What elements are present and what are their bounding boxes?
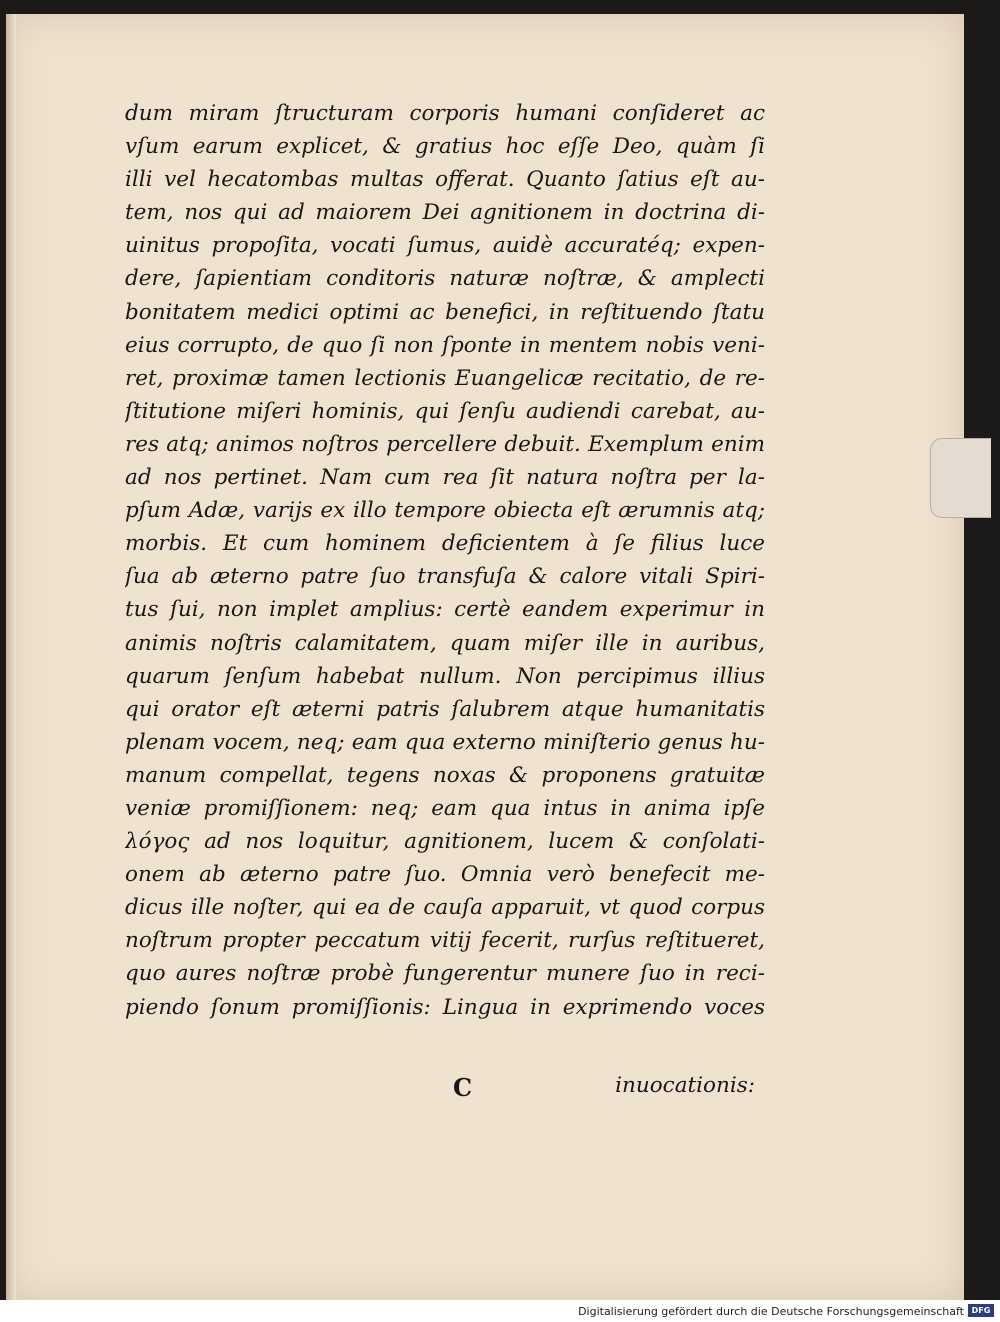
signature-mark: C [453,1073,473,1102]
page-text-block [125,97,765,1024]
funding-credit: Digitalisierung gefördert durch die Deutsche Forschungsgemeinschaft [578,1305,964,1318]
dfg-logo: DFG [968,1304,994,1317]
text-line: uinitus propoſita, vocati ſumus, auidè accuratéq; expen- [125,233,765,259]
text-line: illi vel hecatombas multas offerat. Quanto ſatius eſt au- [125,167,765,193]
text-line: vſum earum explicet, & gratius hoc eſſe Deo, quàm ſi [125,134,765,160]
text-line: qui orator eſt æterni patris ſalubrem atque humanitatis [125,696,765,722]
text-line: tem, nos qui ad maiorem Dei agnitionem in doctrina di- [125,200,765,226]
digitization-footer [0,1300,1000,1322]
text-line: quarum ſenſum habebat nullum. Non percipimus illius [125,663,765,689]
text-line: plenam vocem, neq; eam qua externo miniſterio genus hu- [125,729,765,755]
text-line: bonitatem medici optimi ac benefici, in reſtituendo ſtatu [125,299,765,325]
text-line: dum miram ſtructuram corporis humani conſideret ac [125,101,765,126]
text-line: eius corrupto, de quo ſi non ſponte in mentem nobis veni- [125,332,765,358]
text-line: dicus ille noſter, qui ea de cauſa apparuit, vt quod corpus [125,895,765,921]
catchword: inuocationis: [615,1073,755,1098]
text-line: morbis. Et cum hominem deficientem à ſe filius luce [125,531,765,557]
text-line: manum compellat, tegens noxas & proponens gratuitæ [125,762,765,788]
text-line: animis noſtris calamitatem, quam miſer ille in auribus, [125,630,765,656]
text-line: piendo ſonum promiſſionis: Lingua in exprimendo voces [125,994,765,1020]
page-footer-row [125,1073,765,1109]
text-line: dere, ſapientiam conditoris naturæ noſtræ, & amplecti [125,266,765,292]
text-line: λόγος ad nos loquitur, agnitionem, lucem & conſolati- [125,829,765,855]
text-line: tus ſui, non implet amplius: certè eandem experimur in [125,597,765,623]
text-line: ſtitutione miſeri hominis, qui ſenſu audiendi carebat, au- [125,398,765,424]
text-line: res atq; animos noſtros percellere debuit. Exemplum enim [125,431,765,457]
text-line: onem ab æterno patre ſuo. Omnia verò benefecit me- [125,862,765,888]
text-line: ſua ab æterno patre ſuo transfuſa & calore vitali Spiri- [125,564,765,590]
text-line: noſtrum propter peccatum vitij fecerit, rurſus reſtitueret, [125,928,765,954]
text-line: ad nos pertinet. Nam cum rea ſit natura noſtra per la- [125,465,765,491]
text-line: veniæ promiſſionem: neq; eam qua intus in anima ipſe [125,795,765,821]
text-line: pſum Adæ, varijs ex illo tempore obiecta eſt ærumnis atq; [125,498,765,524]
text-line: quo aures noſtræ probè fungerentur munere ſuo in reci- [125,961,765,987]
text-line: ret, proximæ tamen lectionis Euangelicæ recitatio, de re- [125,365,765,391]
page-edge [6,14,16,1300]
page-tab-marker [930,438,991,518]
